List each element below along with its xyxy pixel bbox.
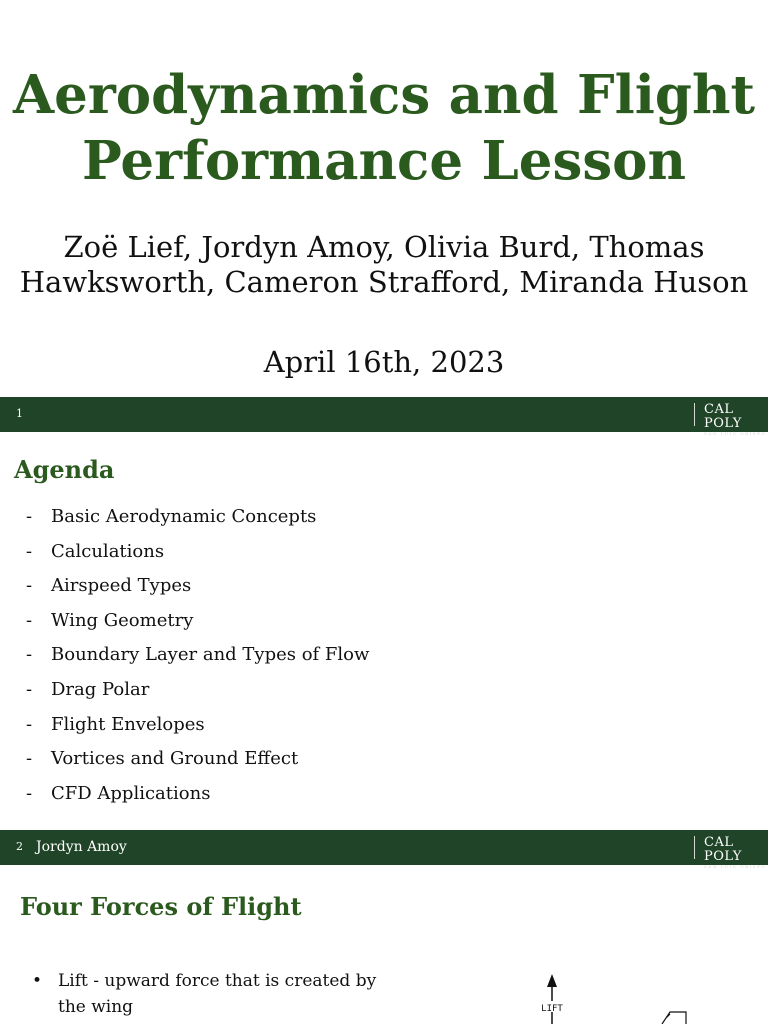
dash-bullet: - — [26, 748, 33, 770]
agenda-item-label: Boundary Layer and Types of Flow — [51, 644, 370, 666]
slide2-footer-bar — [0, 830, 768, 869]
four-forces-diagram — [520, 970, 720, 1024]
agenda-item-label: Flight Envelopes — [51, 713, 205, 735]
title-line-1: Aerodynamics and Flight — [13, 64, 755, 126]
dash-bullet: - — [26, 782, 33, 804]
agenda-item — [26, 503, 369, 538]
agenda-item-label: Basic Aerodynamic Concepts — [51, 506, 317, 527]
authors-line-1: Zoë Lief, Jordyn Amoy, Olivia Burd, Thomas — [63, 230, 705, 264]
slide1-footer-bar — [0, 397, 768, 436]
agenda-item — [26, 641, 369, 676]
dash-bullet: - — [26, 644, 33, 666]
agenda-item — [26, 745, 369, 780]
slide-number: 1 — [16, 407, 23, 420]
cal-poly-logo — [694, 402, 768, 436]
presenter-name: Jordyn Amoy — [36, 839, 127, 855]
dash-bullet: - — [26, 713, 33, 735]
bullet-dot: • — [32, 971, 43, 991]
dash-bullet: - — [26, 609, 33, 631]
logo-name: CAL POLY — [704, 402, 742, 431]
agenda-list — [26, 503, 369, 814]
agenda-item — [26, 780, 369, 815]
agenda-item-label: Calculations — [51, 540, 165, 562]
forces-bullet-list — [32, 968, 398, 1020]
forces-heading: Four Forces of Flight — [20, 892, 302, 921]
agenda-heading: Agenda — [14, 455, 115, 484]
cal-poly-logo — [694, 835, 768, 869]
agenda-item-label: Drag Polar — [51, 678, 150, 700]
authors-line-2: Hawksworth, Cameron Strafford, Miranda Huson — [19, 265, 749, 299]
title-line-2: Performance Lesson — [81, 130, 687, 192]
lift-arrow-head — [547, 974, 557, 987]
logo-name: CAL POLY — [704, 835, 742, 864]
force-bullet — [32, 968, 398, 1020]
agenda-item — [26, 607, 369, 642]
agenda-item — [26, 538, 369, 573]
slide1-title — [0, 62, 768, 194]
lift-label: LIFT — [541, 1004, 563, 1014]
aircraft-tail-outline — [662, 1012, 686, 1024]
agenda-item — [26, 572, 369, 607]
force-bullet-text: Lift - upward force that is created by the wing — [58, 971, 377, 1017]
slide-number: 2 — [16, 840, 23, 853]
agenda-item-label: Airspeed Types — [51, 575, 192, 597]
slide1-date: April 16th, 2023 — [263, 345, 505, 379]
dash-bullet: - — [26, 678, 33, 700]
agenda-item-label: Vortices and Ground Effect — [51, 748, 299, 770]
logo-tagline: SAN LUIS OBISPO — [704, 431, 767, 436]
agenda-item-label: CFD Applications — [51, 782, 211, 804]
agenda-item — [26, 711, 369, 746]
logo-tagline: SAN LUIS OBISPO — [704, 864, 767, 869]
agenda-item-label: Wing Geometry — [51, 609, 194, 631]
dash-bullet: - — [26, 575, 33, 597]
dash-bullet: - — [26, 540, 33, 562]
slide1-authors — [0, 230, 768, 300]
agenda-item — [26, 676, 369, 711]
dash-bullet: - — [26, 506, 33, 527]
